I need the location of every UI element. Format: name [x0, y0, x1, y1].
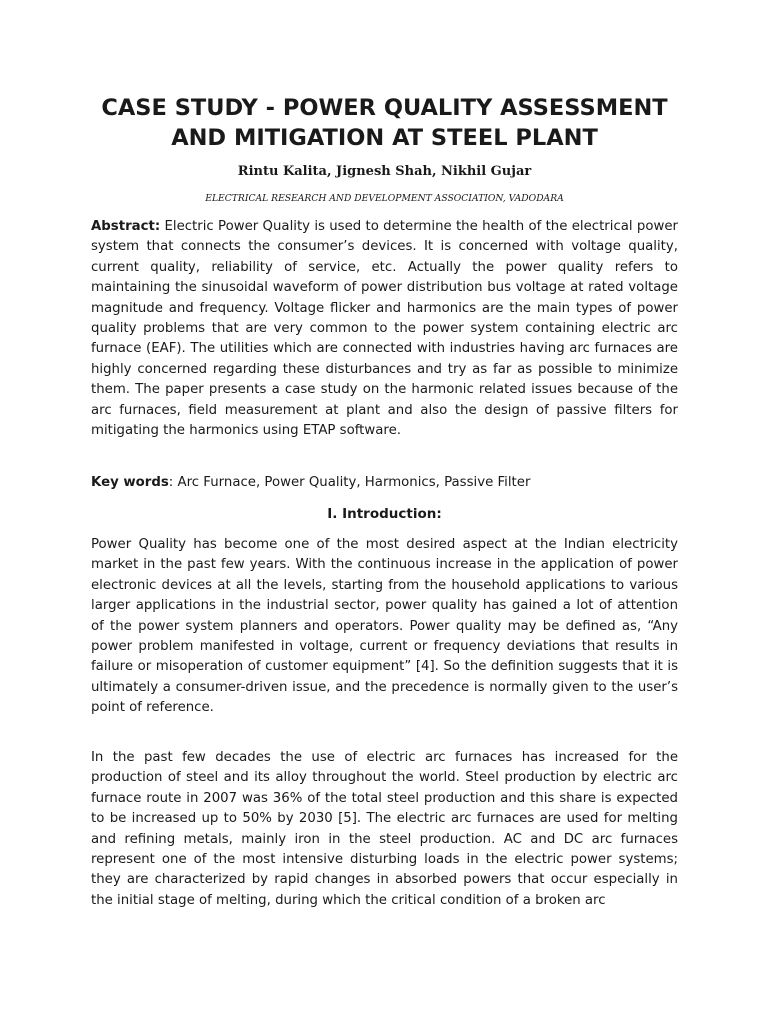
keywords-text: : Arc Furnace, Power Quality, Harmonics, Passive Filter — [168, 475, 531, 490]
abstract-paragraph — [91, 217, 678, 441]
keywords-paragraph — [91, 473, 678, 493]
paper-authors: Rintu Kalita, Jignesh Shah, Nikhil Gujar — [237, 164, 532, 179]
paper-affiliation: ELECTRICAL RESEARCH AND DEVELOPMENT ASSOCIATION, VADODARA — [205, 193, 564, 204]
intro-paragraph: In the past few decades the use of electric arc furnaces has increased for the production of steel and its alloy throughout the world. Steel production by electric arc furnace route in 2007 was 36% of the total steel production and this share is expected to be increased up to 50% by 2030 [5]. The electric arc furnaces are used for melting and refining metals, mainly iron in the steel production. AC and DC arc furnaces represent one of the most intensive disturbing loads in the electric power systems; they are characterized by rapid changes in absorbed powers that occur especially in the initial stage of melting, during which the critical condition of a broken arc — [91, 750, 678, 908]
paper-title: CASE STUDY - POWER QUALITY ASSESSMENT AND MITIGATION AT STEEL PLANT — [101, 95, 668, 151]
abstract-text: Electric Power Quality is used to determine the health of the electrical power system that connects the consumer’s devices. It is concerned with voltage quality, current quality, reliability of service, etc. Actually the power quality refers to maintaining the sinusoidal waveform of power distribution bus voltage at rated voltage magnitude and frequency. Voltage flicker and harmonics are the main types of power quality problems that are very common to the power system containing electric arc furnace (EAF). The utilities which are connected with industries having arc furnaces are highly concerned regarding these disturbances and try as far as possible to minimize them. The paper presents a case study on the harmonic related issues because of the arc furnaces, field measurement at plant and also the design of passive filters for mitigating the harmonics using ETAP software. — [91, 219, 678, 439]
keywords-label: Key words — [91, 475, 169, 490]
intro-paragraph: Power Quality has become one of the most desired aspect at the Indian electricity market in the past few years. With the continuous increase in the application of power electronic devices at all the levels, starting from the household applications to various larger applications in the industrial sector, power quality has gained a lot of attention of the power system planners and operators. Power quality may be defined as, “Any power problem manifested in voltage, current or frequency deviations that results in failure or misoperation of customer equipment” [4]. So the definition suggests that it is ultimately a consumer-driven issue, and the precedence is normally given to the user’s point of reference. — [91, 537, 678, 716]
section-heading-introduction: I. Introduction: — [327, 506, 442, 522]
abstract-label: Abstract: — [91, 219, 161, 234]
